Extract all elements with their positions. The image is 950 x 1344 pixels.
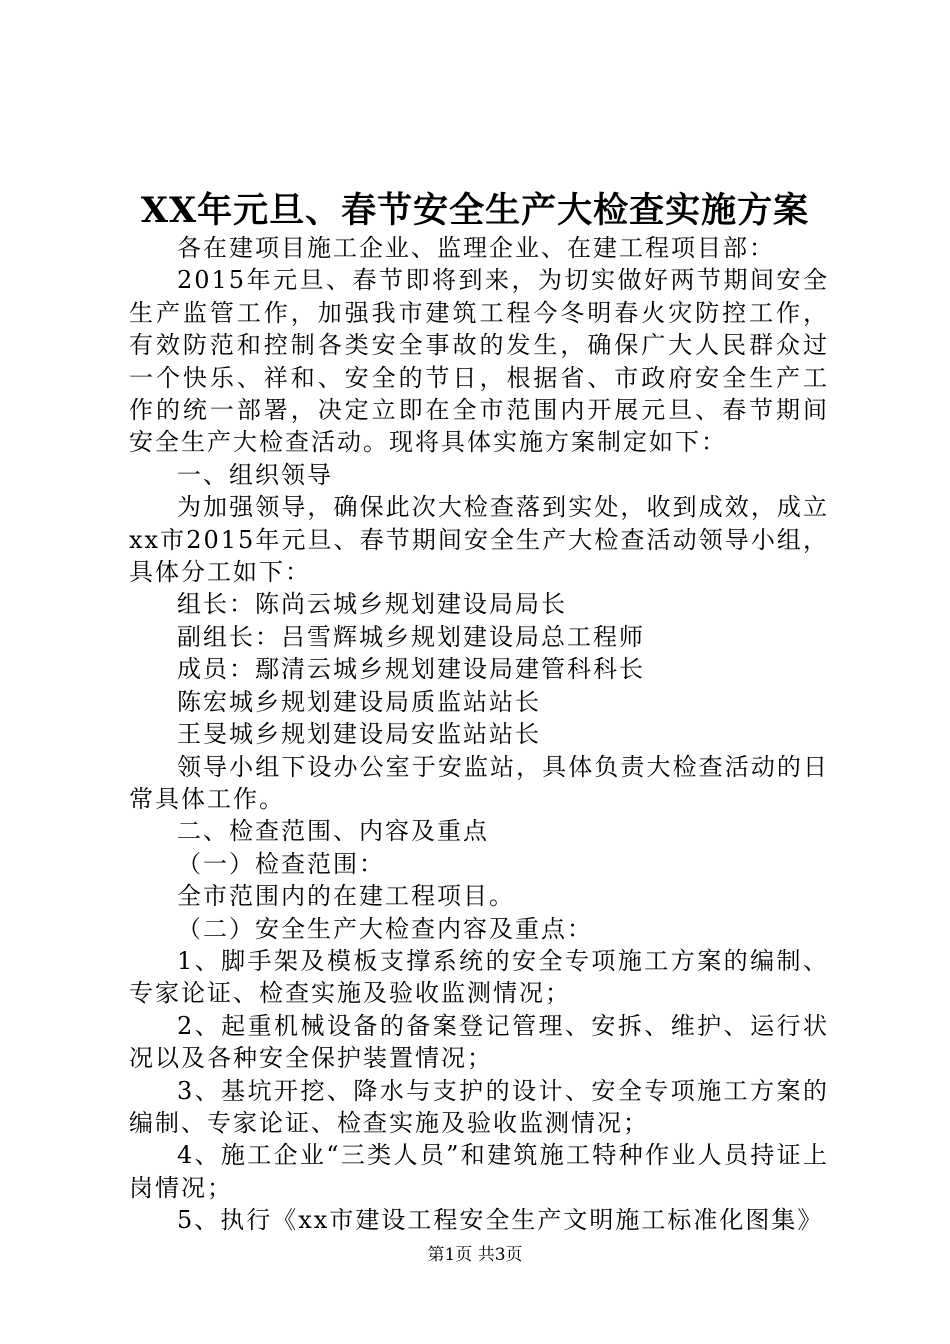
page-footer: 第1页 共3页 bbox=[427, 1245, 523, 1265]
paragraph: （一）检查范围： bbox=[177, 849, 385, 878]
paragraph: 2015年元旦、春节即将到来，为切实做好两节期间安全生产监管工作，加强我市建筑工程今冬明春火灾防控工作，有效防范和控制各类安全事故的发生，确保广大人民群众过一个快乐、祥和、安全的节日，根据省、市政府安全生产工作的统一部署，决定立即在全市范围内开展元旦、春节期间安全生产大检查活动。现将具体实施方案制定如下： bbox=[129, 266, 829, 457]
paragraph: 5、执行《xx市建设工程安全生产文明施工标准化图集》 bbox=[177, 1206, 824, 1235]
paragraph: 1、脚手架及模板支撑系统的安全专项施工方案的编制、专家论证、检查实施及验收监测情况； bbox=[129, 946, 829, 1008]
paragraph: 3、基坑开挖、降水与支护的设计、安全专项施工方案的编制、专家论证、检查实施及验收监测情况； bbox=[129, 1076, 829, 1137]
paragraph: 为加强领导，确保此次大检查落到实处，收到成效，成立xx市2015年元旦、春节期间安全生产大检查活动领导小组，具体分工如下： bbox=[129, 493, 829, 587]
paragraph: 各在建项目施工企业、监理企业、在建工程项目部： bbox=[177, 234, 775, 262]
paragraph: 成员：鄢清云城乡规划建设局建管科科长 bbox=[177, 655, 645, 684]
paragraph: 全市范围内的在建工程项目。 bbox=[177, 882, 515, 911]
paragraph: 二、检查范围、内容及重点 bbox=[177, 817, 489, 846]
paragraph: 2、起重机械设备的备案登记管理、安拆、维护、运行状况以及各种安全保护装置情况； bbox=[129, 1011, 829, 1073]
paragraph: 4、施工企业“三类人员”和建筑施工特种作业人员持证上岗情况； bbox=[129, 1141, 829, 1202]
paragraph: （二）安全生产大检查内容及重点： bbox=[177, 914, 593, 943]
paragraph: 领导小组下设办公室于安监站，具体负责大检查活动的日常具体工作。 bbox=[129, 752, 829, 813]
paragraph: 陈宏城乡规划建设局质监站站长 bbox=[177, 687, 541, 716]
paragraph: 副组长：吕雪辉城乡规划建设局总工程师 bbox=[177, 622, 645, 651]
paragraph: 一、组织领导 bbox=[177, 460, 333, 489]
document-title: XX年元旦、春节安全生产大检查实施方案 bbox=[140, 190, 810, 231]
paragraph: 王旻城乡规划建设局安监站站长 bbox=[177, 720, 541, 749]
document-body bbox=[129, 232, 829, 1237]
paragraph: 组长：陈尚云城乡规划建设局局长 bbox=[177, 590, 567, 619]
